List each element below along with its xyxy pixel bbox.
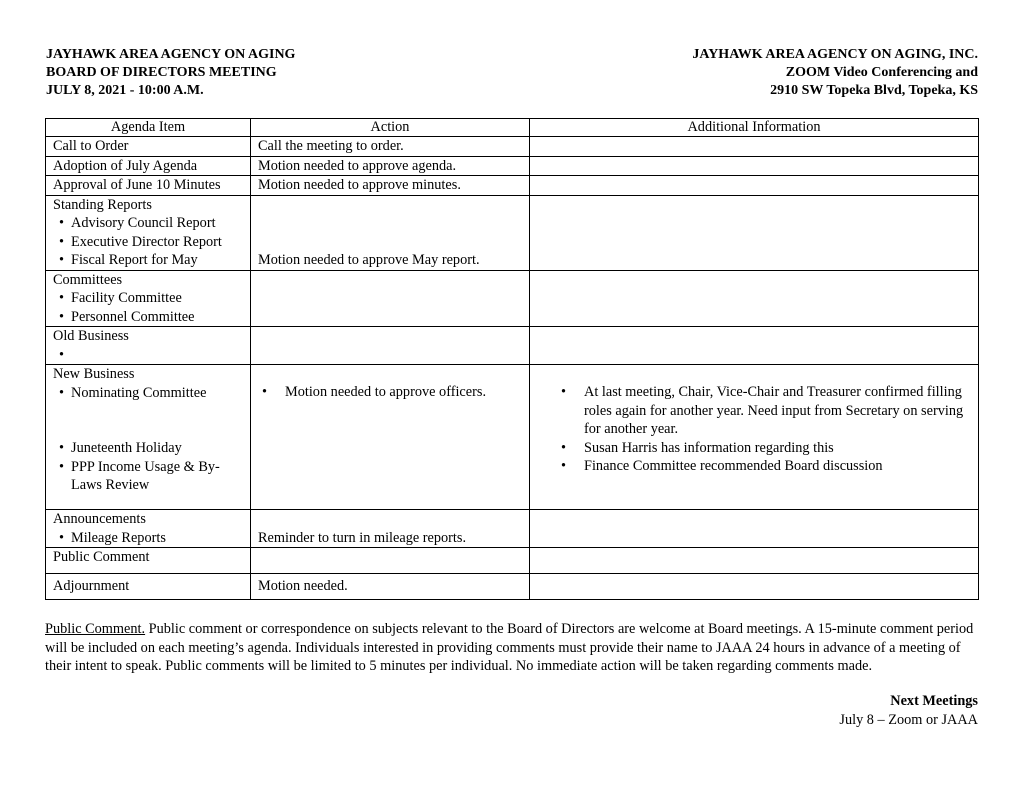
committees-title: Committees (53, 271, 123, 288)
info-old-business (530, 327, 979, 365)
action-adoption: Motion needed to approve agenda. (251, 156, 530, 176)
item-public-comment: Public Comment (46, 548, 251, 574)
item-announcements (46, 510, 251, 548)
list-item: • At last meeting, Chair, Vice-Chair and Treasurer confirmed filling roles again for another year. Need input from Secretary on serving for another year. (557, 383, 971, 439)
public-comment-text: Public comment or correspondence on subjects relevant to the Board of Directors are welcome at Board meetings. A 15-minute comment period will be included on each meeting’s agenda. Individuals interested in providing comments must provide their name to JAAA 24 hours in advance of a meeting of their intent to speak. Public comments will be limited to 5 minutes per individual. No immediate action will be taken regarding comments made. (45, 621, 974, 675)
list-item: • Executive Director Report (53, 233, 243, 252)
next-meetings-line: July 8 – Zoom or JAAA (839, 711, 978, 728)
action-adjournment: Motion needed. (251, 574, 530, 600)
row-old-business (46, 327, 979, 365)
row-new-business (46, 365, 979, 510)
announcements-list (53, 529, 243, 548)
old-business-list (53, 346, 243, 365)
list-item: • Personnel Committee (53, 308, 243, 327)
item-standing-reports (46, 195, 251, 270)
action-public-comment (251, 548, 530, 574)
new-business-info-list (557, 383, 971, 476)
list-item: • Motion needed to approve officers. (258, 383, 522, 402)
header-action: Action (251, 119, 530, 137)
old-business-title: Old Business (53, 328, 129, 344)
list-item: • Juneteenth Holiday (53, 439, 243, 458)
list-item: • PPP Income Usage & By-Laws Review (53, 458, 243, 495)
info-adoption (530, 156, 979, 176)
new-business-list (53, 384, 243, 403)
org-name: JAYHAWK AREA AGENCY ON AGING (46, 47, 296, 62)
item-old-business (46, 327, 251, 365)
action-approval: Motion needed to approve minutes. (251, 176, 530, 196)
header-additional-info: Additional Information (530, 119, 979, 137)
action-committees (251, 270, 530, 327)
row-standing-reports (46, 195, 979, 270)
next-meetings-title: Next Meetings (890, 693, 978, 709)
agenda-table (45, 118, 979, 600)
header-right (692, 46, 978, 100)
new-business-title: New Business (53, 366, 135, 382)
info-public-comment (530, 548, 979, 574)
list-item: • Susan Harris has information regarding this (557, 439, 971, 458)
header-left (46, 46, 295, 100)
list-item: • Fiscal Report for May (53, 251, 243, 270)
item-call-to-order: Call to Order (46, 137, 251, 157)
row-call-to-order (46, 137, 979, 157)
new-business-action-list (258, 383, 522, 402)
action-standing-reports: Motion needed to approve May report. (251, 195, 530, 270)
row-adoption (46, 156, 979, 176)
info-standing-reports (530, 195, 979, 270)
action-call-to-order: Call the meeting to order. (251, 137, 530, 157)
list-item: • Mileage Reports (53, 529, 243, 548)
info-announcements (530, 510, 979, 548)
meeting-name: BOARD OF DIRECTORS MEETING (46, 65, 277, 80)
item-adjournment: Adjournment (46, 574, 251, 600)
info-committees (530, 270, 979, 327)
list-item (53, 346, 243, 365)
list-item: • Advisory Council Report (53, 214, 243, 233)
action-announcements: Reminder to turn in mileage reports. (251, 510, 530, 548)
meeting-venue: ZOOM Video Conferencing and (785, 65, 978, 80)
standing-reports-title: Standing Reports (53, 196, 152, 213)
list-item: • Facility Committee (53, 289, 243, 308)
action-new-business (251, 365, 530, 510)
public-comment-title: Public Comment. (45, 621, 146, 637)
public-comment-note (45, 620, 980, 676)
committees-list (53, 289, 243, 326)
item-approval: Approval of June 10 Minutes (46, 176, 251, 196)
info-call-to-order (530, 137, 979, 157)
meeting-address: 2910 SW Topeka Blvd, Topeka, KS (770, 83, 978, 98)
row-adjournment (46, 574, 979, 600)
row-public-comment (46, 548, 979, 574)
meeting-date: JULY 8, 2021 - 10:00 A.M. (46, 83, 204, 98)
info-adjournment (530, 574, 979, 600)
info-new-business (530, 365, 979, 510)
action-old-business (251, 327, 530, 365)
new-business-list-2 (53, 439, 243, 495)
list-item: • Finance Committee recommended Board discussion (557, 457, 971, 476)
item-committees (46, 270, 251, 327)
announcements-title: Announcements (53, 511, 146, 527)
item-adoption: Adoption of July Agenda (46, 156, 251, 176)
org-name-inc: JAYHAWK AREA AGENCY ON AGING, INC. (692, 47, 978, 62)
header-agenda-item: Agenda Item (46, 119, 251, 137)
list-item: • Nominating Committee (53, 384, 243, 403)
standing-reports-list (53, 214, 243, 270)
info-approval (530, 176, 979, 196)
row-committees (46, 270, 979, 327)
item-new-business (46, 365, 251, 510)
table-header-row (46, 119, 979, 137)
next-meetings (839, 692, 978, 729)
row-announcements (46, 510, 979, 548)
row-approval (46, 176, 979, 196)
